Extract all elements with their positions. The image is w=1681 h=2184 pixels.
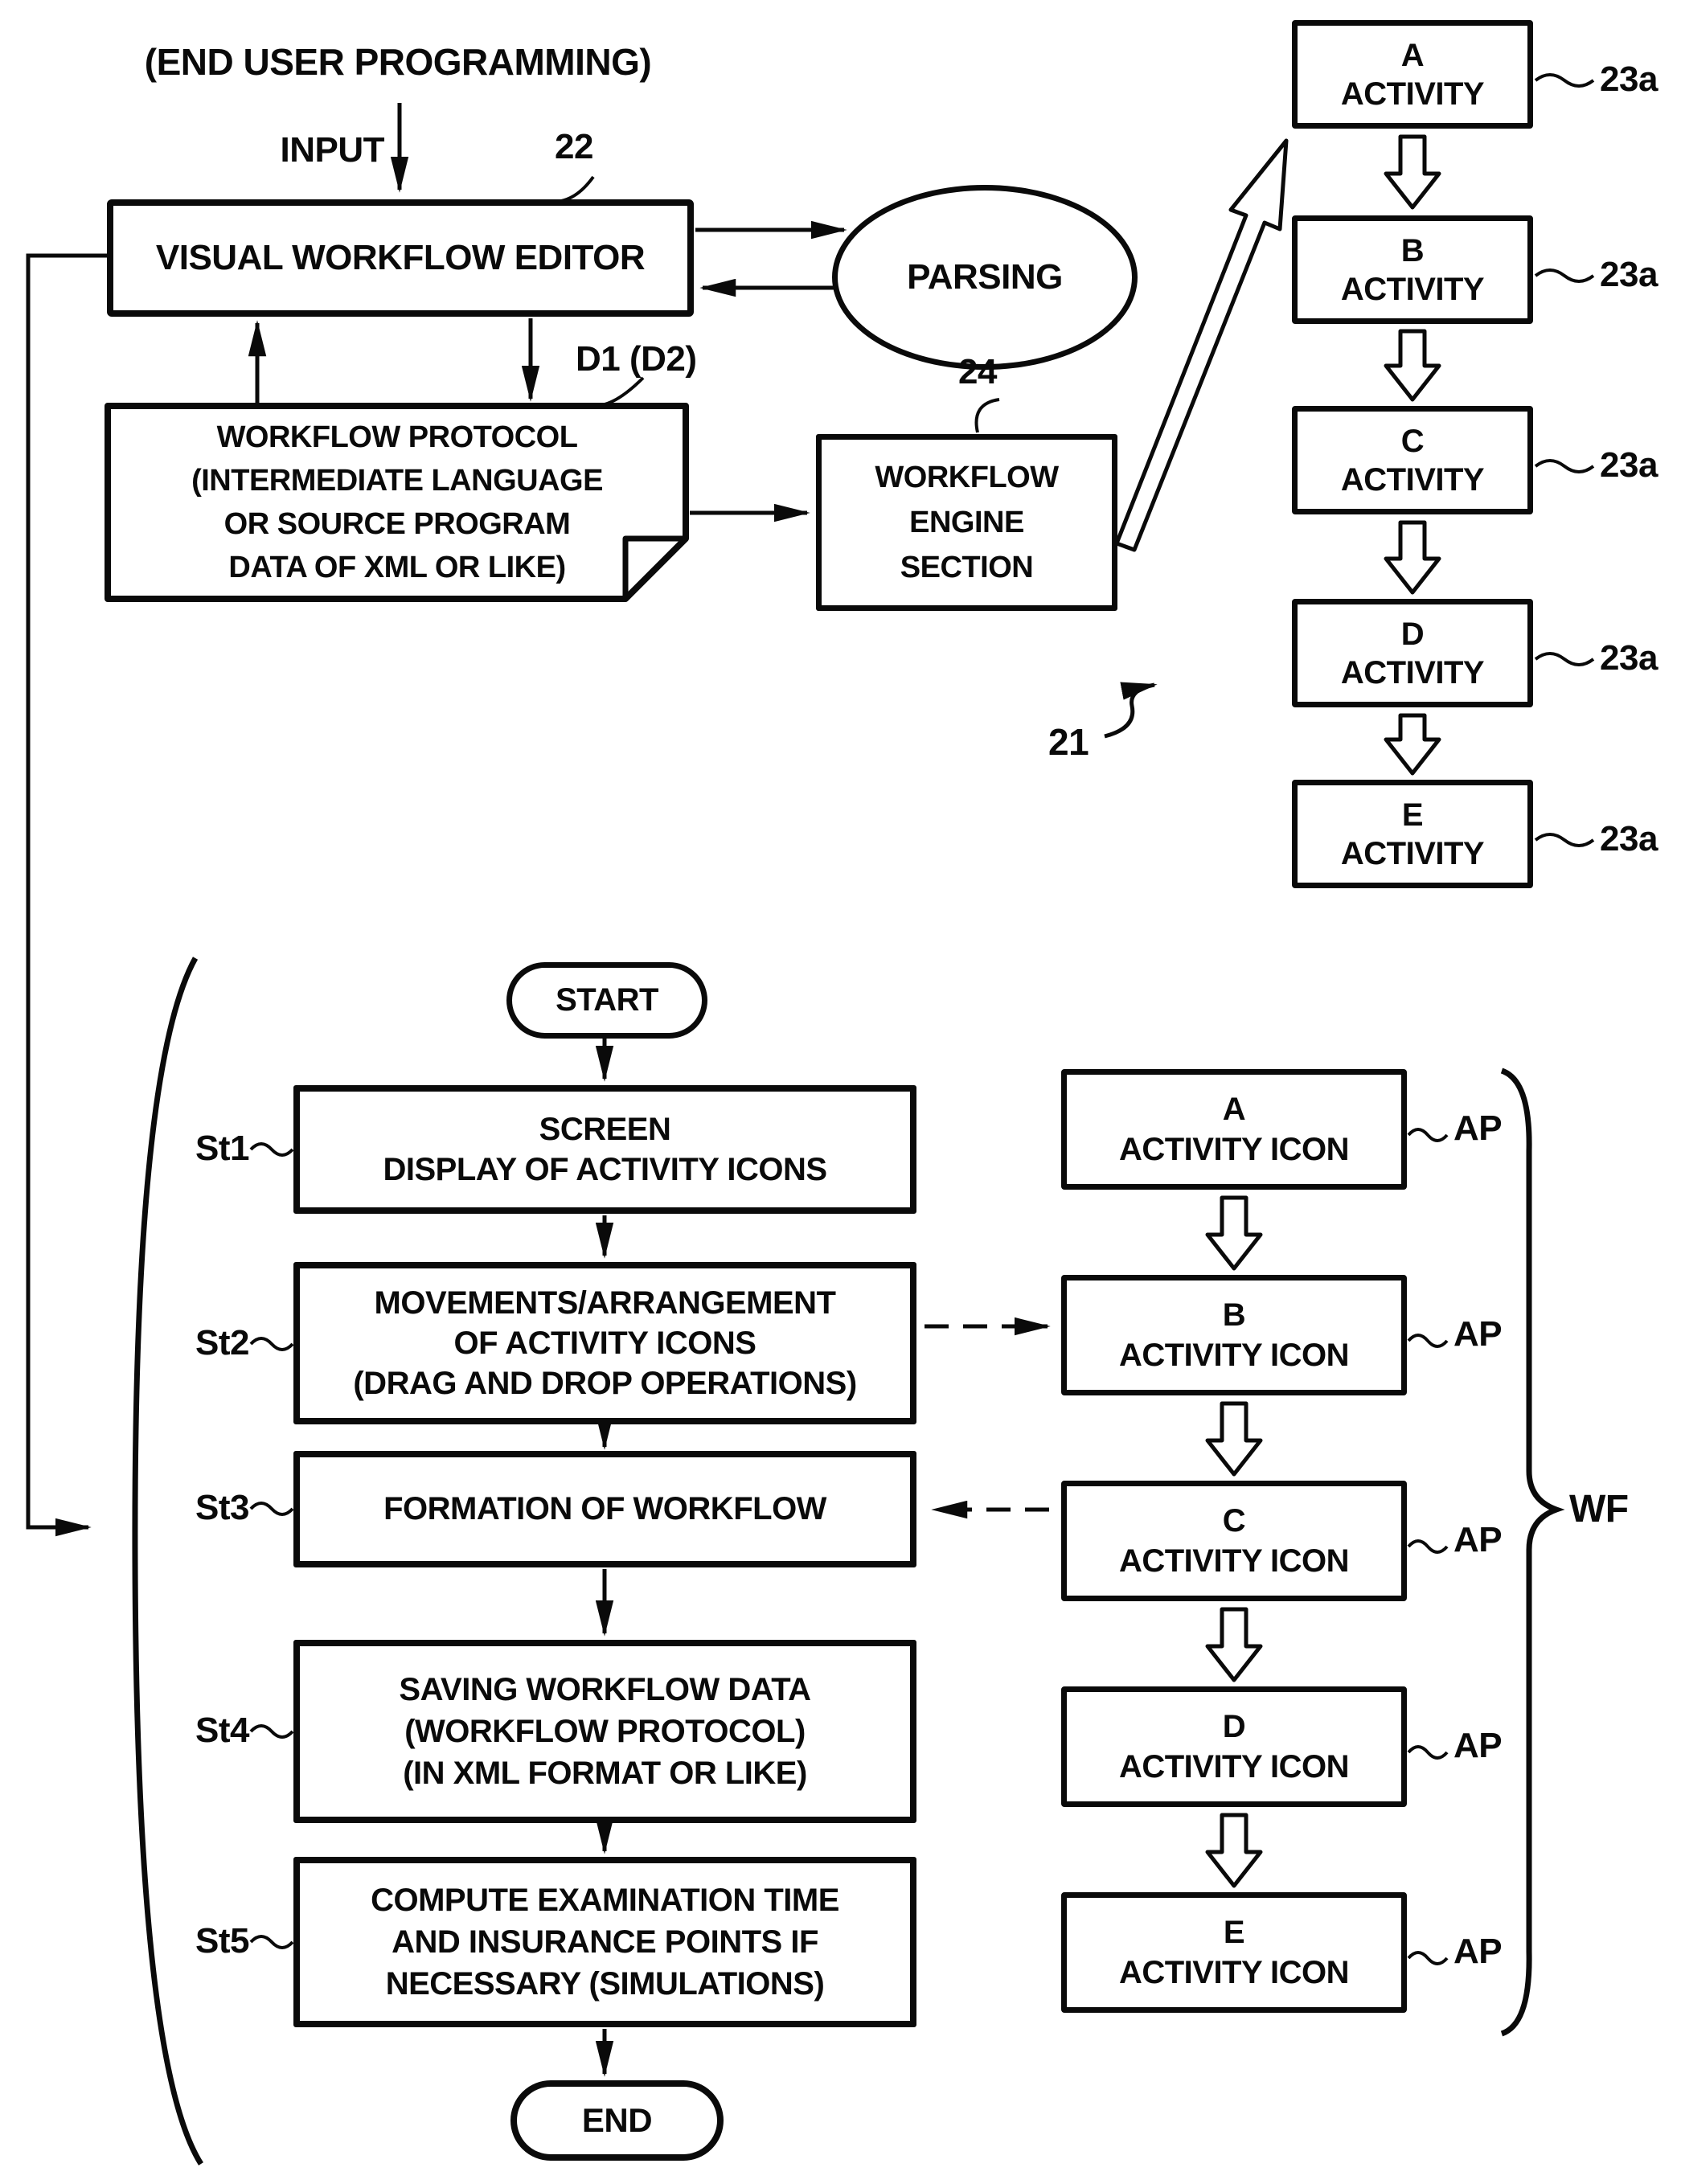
chain-arrow-a-b [1386, 137, 1439, 207]
st1-line-1: SCREEN [539, 1112, 671, 1147]
chain-arrow-c-d [1386, 522, 1439, 592]
st4-line-3: (IN XML FORMAT OR LIKE) [403, 1756, 807, 1791]
ref-ap-leader-a [1408, 1129, 1447, 1141]
ref-22-label: 22 [555, 127, 593, 166]
ref-22-leader [547, 177, 593, 202]
ref-23a-leader-a [1535, 75, 1593, 86]
icon-box-e [1061, 1892, 1407, 2013]
workflow-protocol-box [113, 412, 681, 593]
protocol-line-1: WORKFLOW PROTOCOL [216, 420, 578, 454]
chain-arrow-b-c [1386, 331, 1439, 400]
ref-st4-leader [251, 1726, 293, 1737]
st2-line-1: MOVEMENTS/ARRANGEMENT [374, 1285, 836, 1321]
icon-b-name: B [1222, 1297, 1246, 1333]
ref-23a-leader-e [1535, 834, 1593, 846]
editor-to-flowchart-line [28, 256, 107, 1527]
step-box-st1 [293, 1085, 916, 1214]
icon-box-a [1061, 1069, 1407, 1190]
icon-d-label: ACTIVITY ICON [1118, 1749, 1350, 1784]
ref-st5-label: St5 [195, 1921, 249, 1961]
activity-b-label: ACTIVITY [1340, 271, 1485, 307]
ref-23a-label-e: 23a [1600, 819, 1658, 858]
step-box-st2 [293, 1262, 916, 1424]
engine-to-chain-hollow-arrow [1117, 141, 1286, 550]
icon-arrow-c-d [1207, 1609, 1261, 1680]
ref-21-label: 21 [1048, 721, 1089, 763]
icon-box-d [1061, 1686, 1407, 1807]
engine-line-2: ENGINE [909, 506, 1024, 539]
ref-st5-leader [251, 1936, 293, 1948]
activity-d-name: D [1400, 616, 1425, 652]
ref-23a-label-b: 23a [1600, 255, 1658, 294]
activity-e-name: E [1401, 797, 1424, 833]
protocol-line-4: DATA OF XML OR LIKE) [228, 551, 566, 584]
st4-line-2: (WORKFLOW PROTOCOL) [404, 1714, 806, 1749]
activity-box-c [1292, 406, 1533, 514]
st5-line-3: NECESSARY (SIMULATIONS) [385, 1966, 825, 2002]
activity-a-label: ACTIVITY [1340, 76, 1485, 112]
visual-workflow-editor-label: VISUAL WORKFLOW EDITOR [155, 238, 646, 277]
ref-st2-leader [251, 1338, 293, 1350]
activity-box-b [1292, 215, 1533, 324]
engine-line-3: SECTION [900, 551, 1034, 584]
ref-d1-leader [601, 378, 643, 405]
start-terminator [506, 962, 707, 1039]
ref-st2-label: St2 [195, 1323, 249, 1362]
activity-box-a [1292, 20, 1533, 129]
icon-c-name: C [1222, 1503, 1246, 1539]
ref-ap-leader-b [1408, 1335, 1447, 1346]
st2-line-2: OF ACTIVITY ICONS [453, 1326, 756, 1361]
ref-d1-d2-label: D1 (D2) [576, 339, 697, 379]
step-box-st3 [293, 1451, 916, 1567]
step-box-st4 [293, 1640, 916, 1823]
ref-23a-leader-b [1535, 270, 1593, 281]
icon-box-c [1061, 1481, 1407, 1601]
activity-a-name: A [1400, 37, 1425, 73]
icon-a-name: A [1222, 1092, 1246, 1127]
ref-ap-leader-d [1408, 1747, 1447, 1758]
engine-line-1: WORKFLOW [875, 461, 1059, 494]
st5-line-1: COMPUTE EXAMINATION TIME [371, 1883, 839, 1918]
ref-ap-leader-c [1408, 1541, 1447, 1552]
ref-23a-label-c: 23a [1600, 445, 1658, 485]
ref-23a-leader-d [1535, 654, 1593, 665]
icon-a-label: ACTIVITY ICON [1118, 1132, 1350, 1167]
icon-arrow-d-e [1207, 1815, 1261, 1886]
st5-line-2: AND INSURANCE POINTS IF [392, 1924, 818, 1960]
ref-st1-leader [251, 1144, 293, 1155]
icon-b-label: ACTIVITY ICON [1118, 1338, 1350, 1373]
workflow-right-brace [1502, 1071, 1556, 2034]
icon-c-label: ACTIVITY ICON [1118, 1543, 1350, 1579]
ref-24-leader [977, 400, 999, 432]
activity-c-name: C [1400, 423, 1425, 459]
activity-c-label: ACTIVITY [1340, 461, 1485, 498]
st1-line-2: DISPLAY OF ACTIVITY ICONS [383, 1152, 827, 1187]
ref-ap-label-c: AP [1453, 1520, 1503, 1559]
workflow-engine-section-box [816, 434, 1117, 611]
end-user-programming-annotation: (END USER PROGRAMMING) [144, 41, 652, 83]
step-box-st5 [293, 1857, 916, 2027]
icon-e-label: ACTIVITY ICON [1118, 1955, 1350, 1990]
ref-wf-label: WF [1569, 1488, 1629, 1530]
protocol-line-3: OR SOURCE PROGRAM [223, 507, 571, 541]
activity-e-label: ACTIVITY [1340, 835, 1485, 871]
ref-23a-label-a: 23a [1600, 59, 1658, 99]
end-label: END [581, 2101, 653, 2139]
icon-d-name: D [1222, 1709, 1246, 1744]
ref-23a-leader-c [1535, 461, 1593, 472]
chain-arrow-d-e [1386, 715, 1439, 773]
ref-ap-label-a: AP [1453, 1108, 1503, 1148]
icon-box-b [1061, 1275, 1407, 1395]
activity-box-e [1292, 780, 1533, 888]
protocol-line-2: (INTERMEDIATE LANGUAGE [191, 464, 603, 498]
ref-ap-label-b: AP [1453, 1314, 1503, 1354]
icon-arrow-a-b [1207, 1198, 1261, 1268]
activity-box-d [1292, 599, 1533, 707]
parsing-ellipse [832, 185, 1138, 370]
st4-line-1: SAVING WORKFLOW DATA [399, 1672, 811, 1707]
ref-ap-leader-e [1408, 1952, 1447, 1964]
ref-ap-label-d: AP [1453, 1726, 1503, 1765]
activity-d-label: ACTIVITY [1340, 654, 1485, 690]
ref-ap-label-e: AP [1453, 1932, 1503, 1971]
input-label: INPUT [280, 130, 384, 170]
activity-b-name: B [1400, 232, 1425, 268]
ref-st1-label: St1 [195, 1129, 249, 1168]
icon-e-name: E [1223, 1915, 1245, 1950]
end-terminator [510, 2080, 724, 2161]
ref-st3-leader [251, 1503, 293, 1514]
ref-st3-label: St3 [195, 1488, 249, 1527]
st2-line-3: (DRAG AND DROP OPERATIONS) [353, 1366, 857, 1401]
ref-st4-label: St4 [195, 1711, 249, 1750]
visual-workflow-editor-box [107, 199, 694, 317]
parsing-label: PARSING [907, 257, 1063, 297]
ref-24-label: 24 [958, 352, 997, 391]
ref-23a-label-d: 23a [1600, 638, 1658, 678]
icon-arrow-b-c [1207, 1403, 1261, 1474]
start-label: START [556, 982, 658, 1018]
st3-line-1: FORMATION OF WORKFLOW [383, 1491, 826, 1526]
